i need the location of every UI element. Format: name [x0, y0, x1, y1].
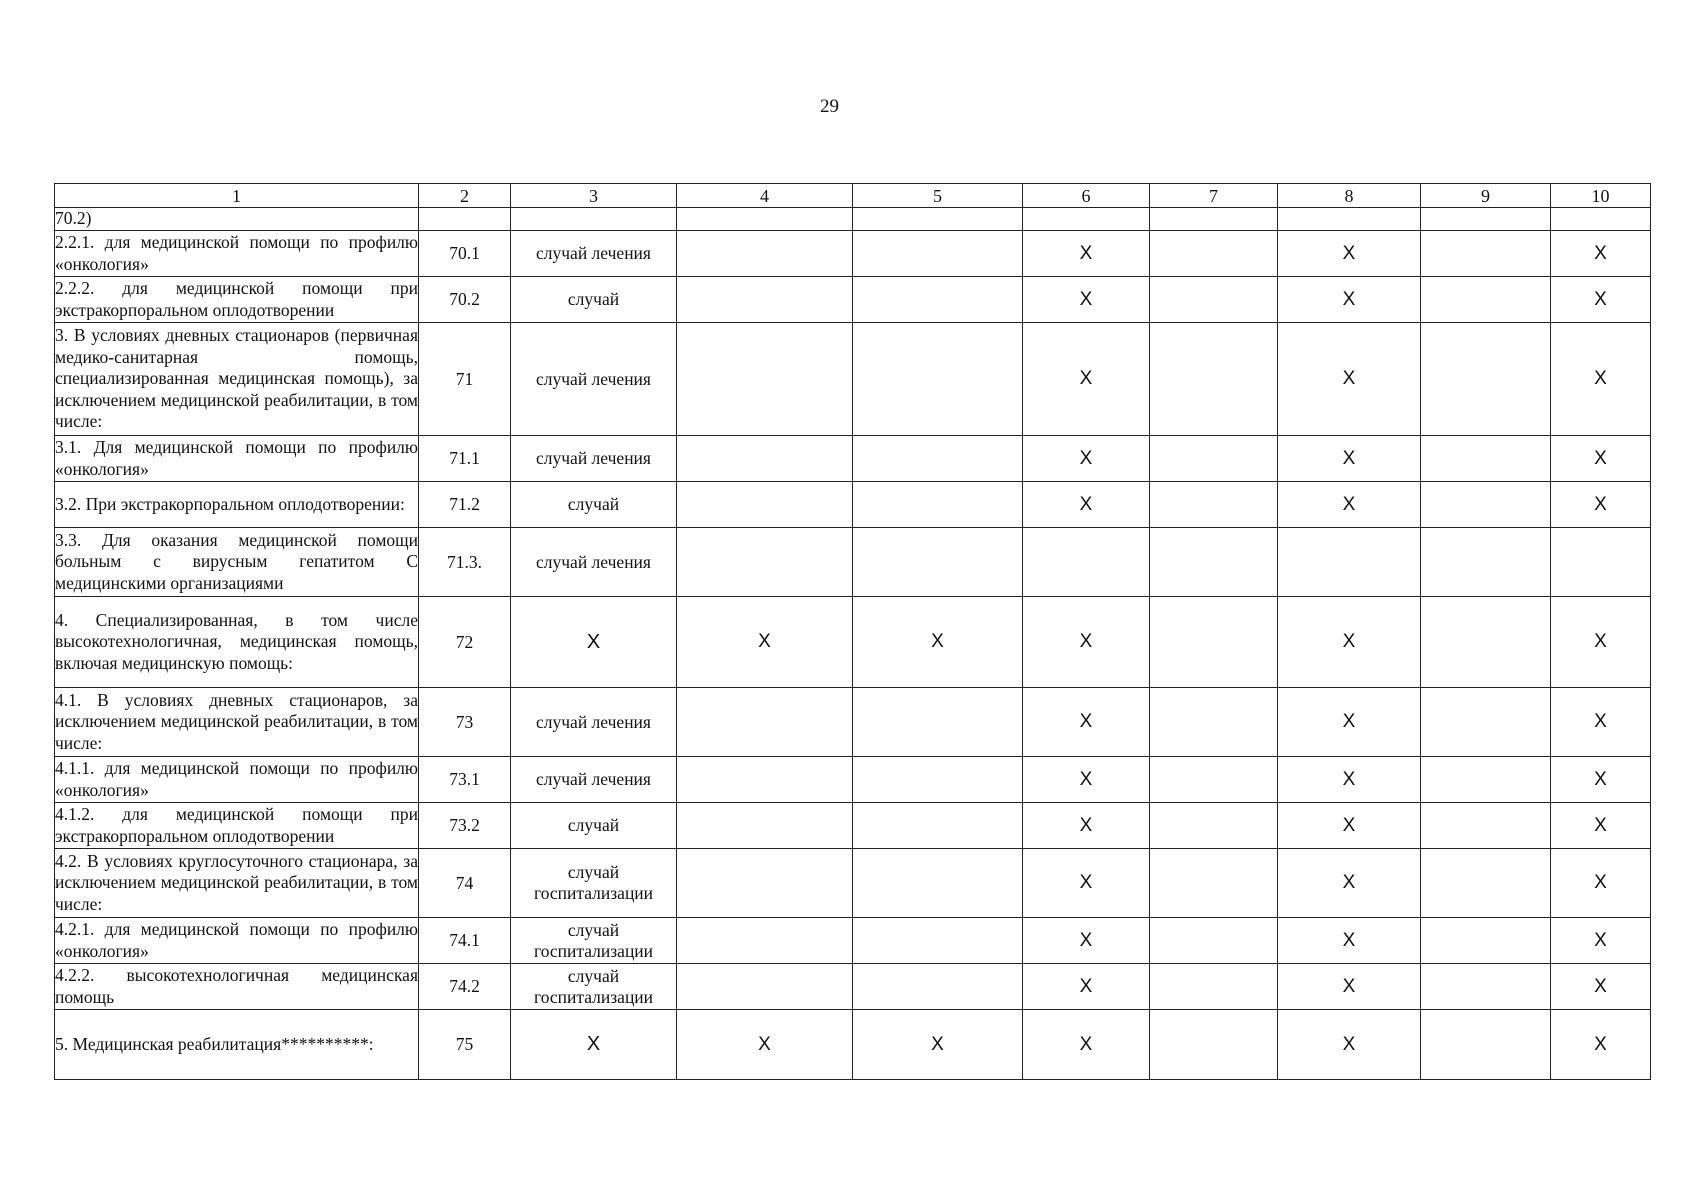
- col4-cell: [677, 849, 853, 918]
- col9-cell: [1421, 597, 1551, 688]
- col4-cell: [677, 757, 853, 803]
- col6-cell: [1023, 208, 1150, 231]
- col10-cell: X: [1551, 277, 1651, 323]
- col8-cell: [1278, 528, 1421, 597]
- col8-cell: [1278, 208, 1421, 231]
- column-header: 9: [1421, 184, 1551, 208]
- table-row: [55, 964, 1651, 1010]
- table-row: [55, 918, 1651, 964]
- row-label: 4.2.1. для медицинской помощи по профилю «онкология»: [55, 918, 419, 964]
- col8-cell: X: [1278, 482, 1421, 528]
- col10-cell: X: [1551, 597, 1651, 688]
- table-row: [55, 597, 1651, 688]
- unit-cell: X: [511, 597, 677, 688]
- col10-cell: X: [1551, 757, 1651, 803]
- col10-cell: X: [1551, 803, 1651, 849]
- unit-cell: случай госпитализации: [511, 918, 677, 964]
- column-header: 1: [55, 184, 419, 208]
- column-header: 4: [677, 184, 853, 208]
- col7-cell: [1150, 436, 1278, 482]
- row-code: 70.2: [419, 277, 511, 323]
- row-code: 70.1: [419, 231, 511, 277]
- col4-cell: X: [677, 597, 853, 688]
- col4-cell: X: [677, 1010, 853, 1080]
- col8-cell: X: [1278, 964, 1421, 1010]
- unit-cell: случай: [511, 277, 677, 323]
- table-row: [55, 1010, 1651, 1080]
- col5-cell: [853, 964, 1023, 1010]
- col6-cell: X: [1023, 757, 1150, 803]
- row-label: 2.2.1. для медицинской помощи по профилю «онкология»: [55, 231, 419, 277]
- unit-cell: случай лечения: [511, 757, 677, 803]
- col7-cell: [1150, 597, 1278, 688]
- col6-cell: X: [1023, 964, 1150, 1010]
- col9-cell: [1421, 231, 1551, 277]
- col9-cell: [1421, 1010, 1551, 1080]
- col9-cell: [1421, 528, 1551, 597]
- row-label: 4.2. В условиях круглосуточного стационара, за исключением медицинской реабилитации, в том числе:: [55, 849, 419, 918]
- column-header: 2: [419, 184, 511, 208]
- unit-cell: случай госпитализации: [511, 964, 677, 1010]
- col10-cell: X: [1551, 849, 1651, 918]
- col9-cell: [1421, 323, 1551, 436]
- col5-cell: [853, 528, 1023, 597]
- col10-cell: X: [1551, 231, 1651, 277]
- column-header: 10: [1551, 184, 1651, 208]
- col9-cell: [1421, 918, 1551, 964]
- col5-cell: [853, 757, 1023, 803]
- row-code: 72: [419, 597, 511, 688]
- row-code: [419, 208, 511, 231]
- column-header: 8: [1278, 184, 1421, 208]
- col6-cell: X: [1023, 918, 1150, 964]
- col7-cell: [1150, 1010, 1278, 1080]
- col8-cell: X: [1278, 803, 1421, 849]
- row-label: 4.1.2. для медицинской помощи при экстракорпоральном оплодотворении: [55, 803, 419, 849]
- table-row: [55, 323, 1651, 436]
- row-code: 74.2: [419, 964, 511, 1010]
- unit-cell: X: [511, 1010, 677, 1080]
- table-row: [55, 231, 1651, 277]
- col10-cell: X: [1551, 436, 1651, 482]
- unit-cell: случай лечения: [511, 528, 677, 597]
- row-label: 4.1.1. для медицинской помощи по профилю «онкология»: [55, 757, 419, 803]
- col6-cell: X: [1023, 803, 1150, 849]
- column-header: 5: [853, 184, 1023, 208]
- col4-cell: [677, 964, 853, 1010]
- row-code: 71.3.: [419, 528, 511, 597]
- col10-cell: [1551, 528, 1651, 597]
- col10-cell: [1551, 208, 1651, 231]
- row-code: 74.1: [419, 918, 511, 964]
- col6-cell: [1023, 528, 1150, 597]
- row-code: 75: [419, 1010, 511, 1080]
- col10-cell: X: [1551, 964, 1651, 1010]
- unit-cell: случай лечения: [511, 688, 677, 757]
- col7-cell: [1150, 757, 1278, 803]
- col6-cell: X: [1023, 436, 1150, 482]
- row-label: 3.3. Для оказания медицинской помощи больным с вирусным гепатитом С медицинскими организациями: [55, 528, 419, 597]
- row-code: 73.2: [419, 803, 511, 849]
- table-row: [55, 757, 1651, 803]
- col7-cell: [1150, 277, 1278, 323]
- row-label: 4. Специализированная, в том числе высокотехнологичная, медицинская помощь, включая медицинскую помощь:: [55, 597, 419, 688]
- row-code: 71.1: [419, 436, 511, 482]
- col4-cell: [677, 803, 853, 849]
- row-label: 5. Медицинская реабилитация**********:: [55, 1010, 419, 1080]
- col8-cell: X: [1278, 757, 1421, 803]
- col5-cell: [853, 436, 1023, 482]
- col9-cell: [1421, 482, 1551, 528]
- col5-cell: [853, 208, 1023, 231]
- unit-cell: случай госпитализации: [511, 849, 677, 918]
- table-header-row: [55, 184, 1651, 208]
- col8-cell: X: [1278, 849, 1421, 918]
- row-label: 2.2.2. для медицинской помощи при экстракорпоральном оплодотворении: [55, 277, 419, 323]
- column-header: 6: [1023, 184, 1150, 208]
- col8-cell: X: [1278, 597, 1421, 688]
- col9-cell: [1421, 964, 1551, 1010]
- col10-cell: X: [1551, 918, 1651, 964]
- table-row: [55, 803, 1651, 849]
- table-row: [55, 208, 1651, 231]
- col4-cell: [677, 528, 853, 597]
- table-row: [55, 528, 1651, 597]
- table-row: [55, 849, 1651, 918]
- row-label: 3. В условиях дневных стационаров (первичная медико-санитарная помощь, специализированная медицинская помощь), за исключением медицинской реабилитации, в том числе:: [55, 323, 419, 436]
- unit-cell: случай лечения: [511, 323, 677, 436]
- unit-cell: случай: [511, 482, 677, 528]
- col5-cell: [853, 277, 1023, 323]
- page-number: 29: [820, 96, 839, 117]
- column-header: 3: [511, 184, 677, 208]
- row-code: 73.1: [419, 757, 511, 803]
- col7-cell: [1150, 688, 1278, 757]
- column-header: 7: [1150, 184, 1278, 208]
- col7-cell: [1150, 918, 1278, 964]
- col6-cell: X: [1023, 482, 1150, 528]
- table-row: [55, 688, 1651, 757]
- col6-cell: X: [1023, 231, 1150, 277]
- col4-cell: [677, 208, 853, 231]
- col5-cell: [853, 482, 1023, 528]
- table-body: [55, 208, 1651, 1080]
- row-code: 73: [419, 688, 511, 757]
- col6-cell: X: [1023, 597, 1150, 688]
- col4-cell: [677, 688, 853, 757]
- col5-cell: [853, 688, 1023, 757]
- row-code: 74: [419, 849, 511, 918]
- row-label: 3.2. При экстракорпоральном оплодотворении:: [55, 482, 419, 528]
- col10-cell: X: [1551, 1010, 1651, 1080]
- col4-cell: [677, 918, 853, 964]
- row-label: 4.2.2. высокотехнологичная медицинская помощь: [55, 964, 419, 1010]
- col7-cell: [1150, 528, 1278, 597]
- col10-cell: X: [1551, 688, 1651, 757]
- col7-cell: [1150, 323, 1278, 436]
- col7-cell: [1150, 964, 1278, 1010]
- table-row: [55, 277, 1651, 323]
- col8-cell: X: [1278, 277, 1421, 323]
- col5-cell: [853, 849, 1023, 918]
- col5-cell: [853, 323, 1023, 436]
- table-row: [55, 436, 1651, 482]
- unit-cell: случай: [511, 803, 677, 849]
- col5-cell: X: [853, 597, 1023, 688]
- col9-cell: [1421, 849, 1551, 918]
- col7-cell: [1150, 849, 1278, 918]
- col9-cell: [1421, 757, 1551, 803]
- row-label: 70.2): [55, 208, 419, 231]
- col9-cell: [1421, 803, 1551, 849]
- row-label: 4.1. В условиях дневных стационаров, за исключением медицинской реабилитации, в том числе:: [55, 688, 419, 757]
- unit-cell: случай лечения: [511, 436, 677, 482]
- col4-cell: [677, 323, 853, 436]
- col6-cell: X: [1023, 849, 1150, 918]
- col8-cell: X: [1278, 231, 1421, 277]
- col8-cell: X: [1278, 688, 1421, 757]
- col5-cell: [853, 918, 1023, 964]
- col10-cell: X: [1551, 482, 1651, 528]
- unit-cell: [511, 208, 677, 231]
- row-code: 71: [419, 323, 511, 436]
- col7-cell: [1150, 803, 1278, 849]
- col8-cell: X: [1278, 436, 1421, 482]
- table-row: [55, 482, 1651, 528]
- col7-cell: [1150, 482, 1278, 528]
- data-table: [54, 183, 1651, 1080]
- unit-cell: случай лечения: [511, 231, 677, 277]
- col9-cell: [1421, 277, 1551, 323]
- col8-cell: X: [1278, 918, 1421, 964]
- col9-cell: [1421, 208, 1551, 231]
- col6-cell: X: [1023, 277, 1150, 323]
- col4-cell: [677, 231, 853, 277]
- col5-cell: [853, 803, 1023, 849]
- row-label: 3.1. Для медицинской помощи по профилю «онкология»: [55, 436, 419, 482]
- col5-cell: [853, 231, 1023, 277]
- col5-cell: X: [853, 1010, 1023, 1080]
- col6-cell: X: [1023, 1010, 1150, 1080]
- col9-cell: [1421, 688, 1551, 757]
- row-code: 71.2: [419, 482, 511, 528]
- col10-cell: X: [1551, 323, 1651, 436]
- col8-cell: X: [1278, 1010, 1421, 1080]
- col7-cell: [1150, 208, 1278, 231]
- col6-cell: X: [1023, 688, 1150, 757]
- col4-cell: [677, 277, 853, 323]
- col4-cell: [677, 482, 853, 528]
- col4-cell: [677, 436, 853, 482]
- col7-cell: [1150, 231, 1278, 277]
- col6-cell: X: [1023, 323, 1150, 436]
- col9-cell: [1421, 436, 1551, 482]
- col8-cell: X: [1278, 323, 1421, 436]
